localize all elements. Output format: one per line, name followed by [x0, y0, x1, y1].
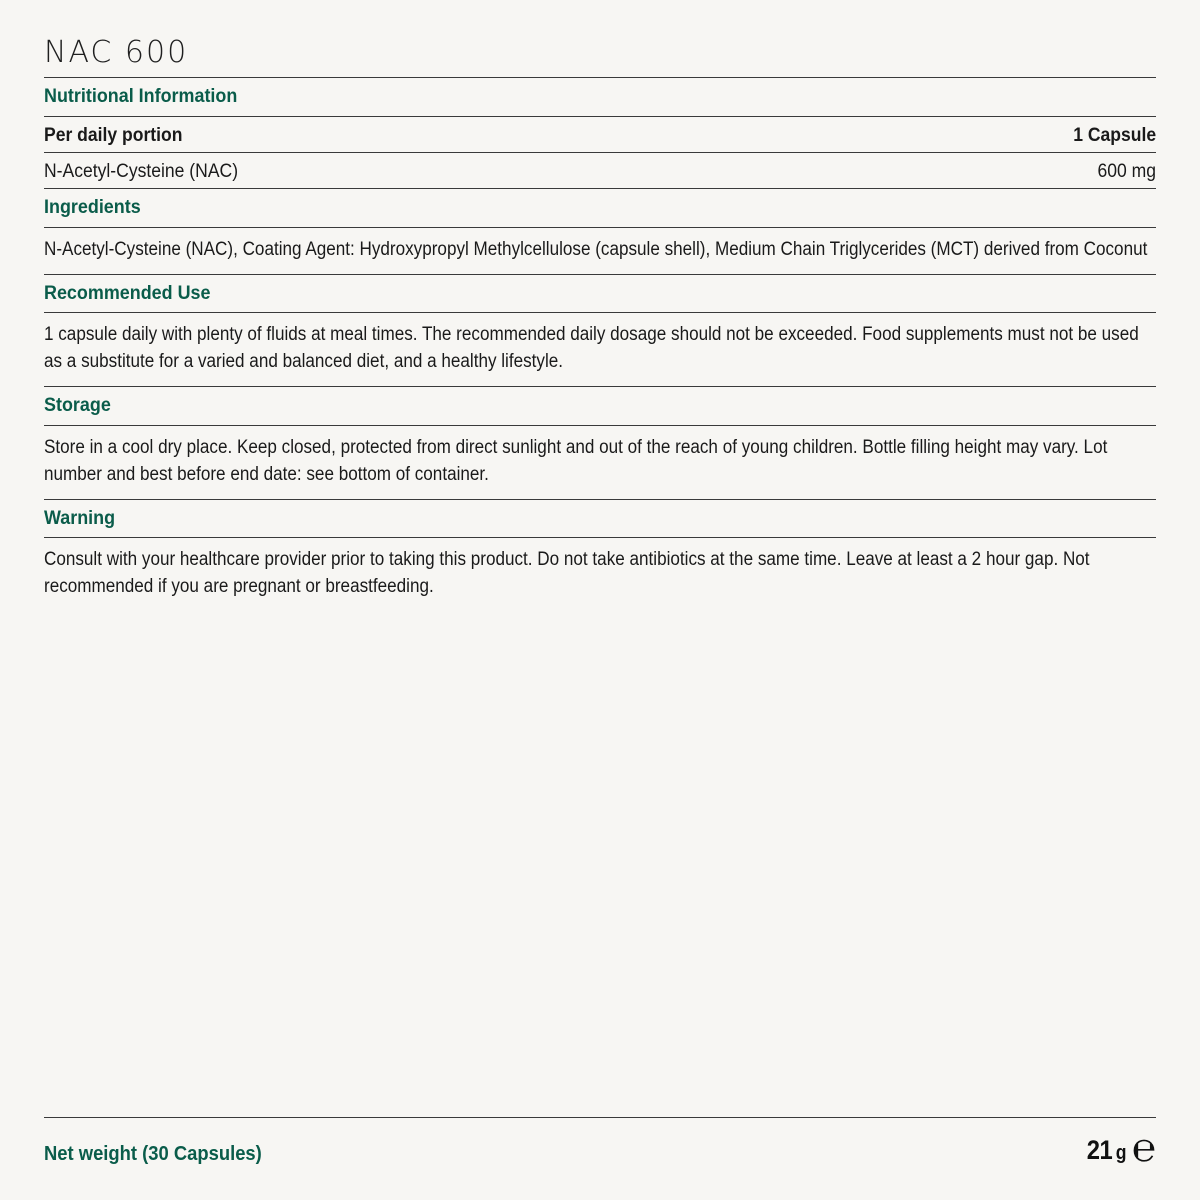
vertical-spacer: [44, 611, 1156, 1117]
nutrition-table-header-row: [44, 117, 1156, 152]
net-weight-unit: g: [1115, 1142, 1127, 1164]
table-row: [44, 153, 1156, 188]
section-heading-storage: Storage: [44, 394, 111, 417]
nutrient-amount: 600 mg: [1097, 159, 1156, 182]
nutrition-header-value: 1 Capsule: [1073, 123, 1156, 146]
net-weight-value: 21: [1086, 1135, 1113, 1165]
ingredients-text: N-Acetyl-Cysteine (NAC), Coating Agent: Hydroxypropyl Methylcellulose (capsule shell), Medium Chain Triglycerides (MCT) derived from Coconut: [44, 238, 1148, 260]
nutrient-name: N-Acetyl-Cysteine (NAC): [44, 159, 239, 182]
section-heading-ingredients: Ingredients: [44, 196, 141, 219]
footer: [44, 1118, 1156, 1171]
section-heading-recommended-use: Recommended Use: [44, 281, 211, 304]
page-title: NAC 600: [44, 35, 189, 70]
warning-text: Consult with your healthcare provider prior to taking this product. Do not take antibiotics at the same time. Leave at least a 2 hour gap. Not recommended if you are pregnant or breastfeeding.: [44, 549, 1090, 598]
recommended-use-text: 1 capsule daily with plenty of fluids at meal times. The recommended daily dosage should not be exceeded. Food supplements must not be used as a substitute for a varied and balanced diet, and a healthy lifestyle.: [44, 324, 1139, 373]
section-heading-warning: Warning: [44, 506, 116, 529]
estimated-sign-icon: ℮: [1131, 1125, 1156, 1171]
section-heading-nutritional-information: Nutritional Information: [44, 85, 238, 107]
net-weight-value-group: [1085, 1125, 1156, 1171]
storage-text: Store in a cool dry place. Keep closed, protected from direct sunlight and out of the reach of young children. Bottle filling height may vary. Lot number and best before end date: see bottom of container.: [44, 436, 1108, 485]
net-weight-label: Net weight (30 Capsules): [44, 1143, 262, 1165]
nutrition-header-label: Per daily portion: [44, 123, 183, 146]
